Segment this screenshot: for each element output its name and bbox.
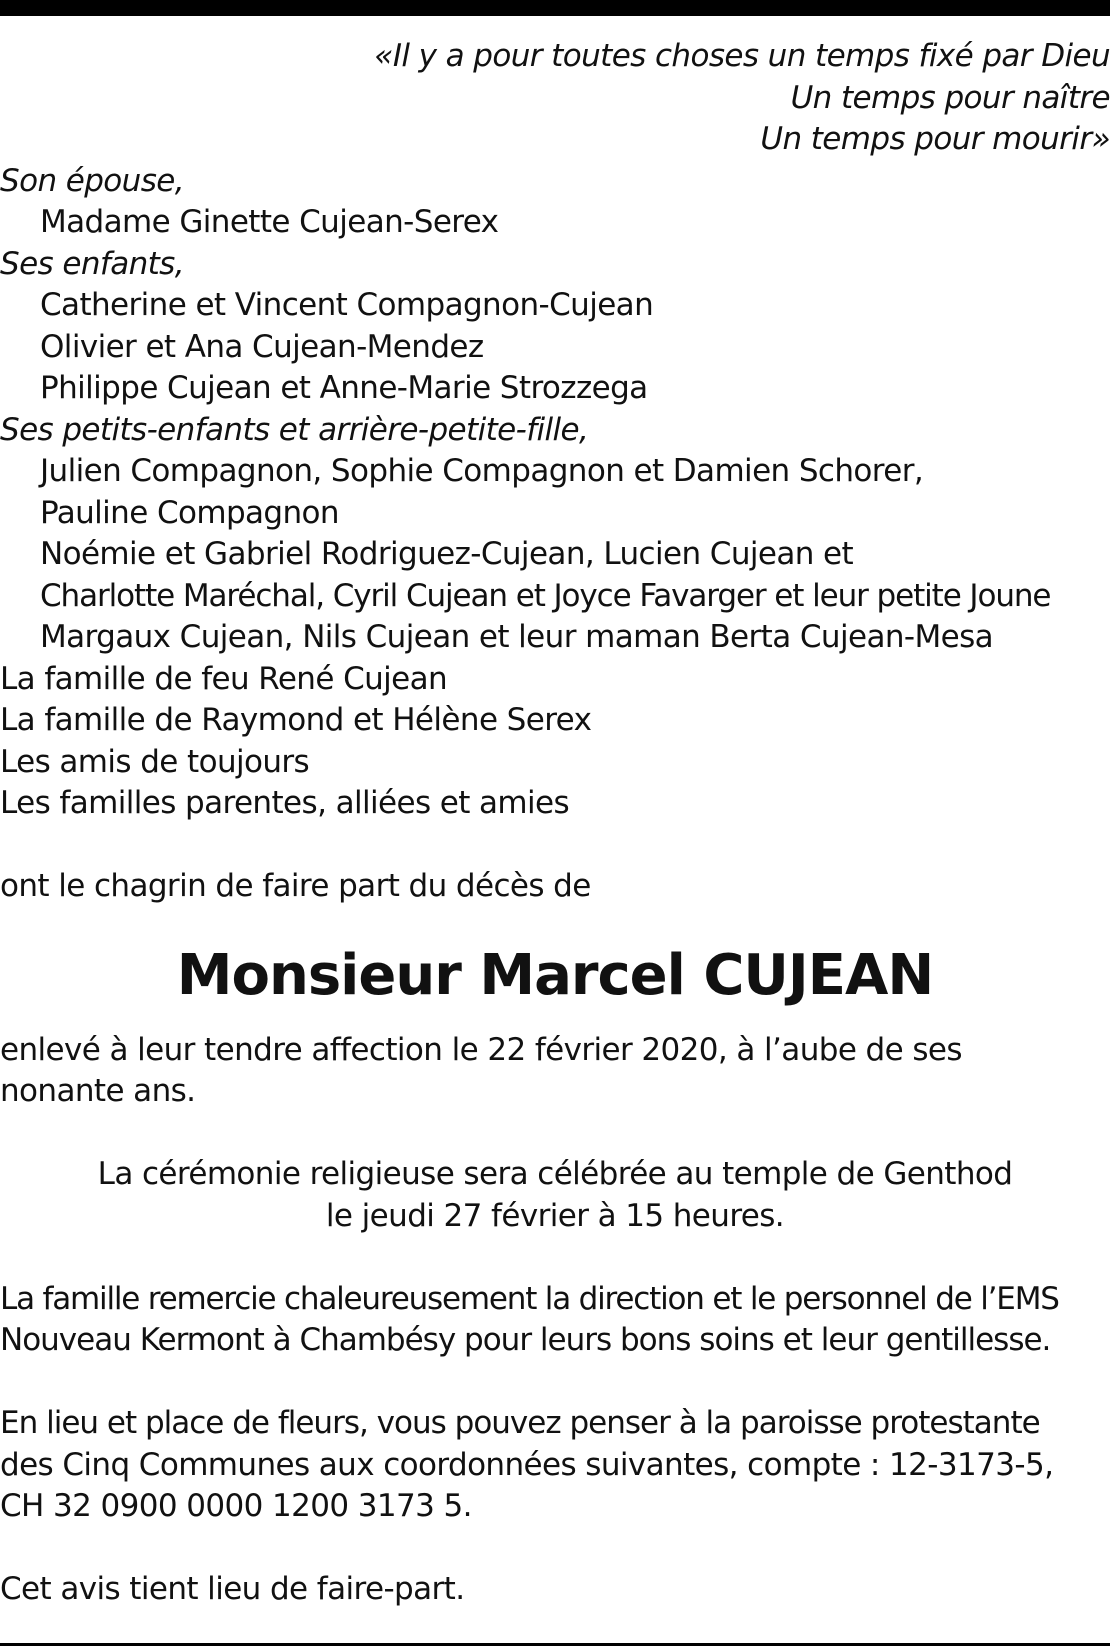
thanks-paragraph (0, 1279, 1110, 1362)
grandchild-entry: Margaux Cujean, Nils Cujean et leur maman Berta Cujean-Mesa (40, 619, 994, 655)
bottom-rule (0, 1643, 1110, 1646)
spacer (0, 825, 1110, 867)
children-heading: Ses enfants, (0, 245, 184, 282)
death-notice (0, 1030, 1110, 1113)
obituary-notice (0, 36, 1110, 1611)
top-rule (0, 0, 1110, 16)
ceremony-line: le jeudi 27 février à 15 heures. (325, 1197, 785, 1234)
closing-note: Cet avis tient lieu de faire-part. (0, 1571, 465, 1607)
donation-line: des Cinq Communes aux coordonnées suivantes, compte : 12-3173-5, (0, 1446, 1054, 1483)
thanks-line: Nouveau Kermont à Chambésy pour leurs bons soins et leur gentillesse. (0, 1322, 1051, 1358)
grandchild-entry: Noémie et Gabriel Rodriguez-Cujean, Lucien Cujean et (40, 536, 854, 572)
quote-line: «Il y a pour toutes choses un temps fixé par Dieu (374, 38, 1110, 74)
quote-line: Un temps pour naître (790, 79, 1110, 116)
spacer (0, 1113, 1110, 1155)
donation-line: CH 32 0900 0000 1200 3173 5. (0, 1488, 472, 1524)
spacer (0, 908, 1110, 936)
spacer (0, 1362, 1110, 1404)
child-entry: Philippe Cujean et Anne-Marie Strozzega (40, 370, 648, 406)
spacer (0, 1237, 1110, 1279)
other-family-entry: La famille de Raymond et Hélène Serex (0, 702, 592, 738)
announcement-text: ont le chagrin de faire part du décès de (0, 868, 591, 904)
spouse-name: Madame Ginette Cujean-Serex (40, 204, 499, 240)
child-entry: Olivier et Ana Cujean-Mendez (40, 328, 484, 365)
death-notice-line: nonante ans. (0, 1073, 196, 1109)
spouse-heading: Son épouse, (0, 162, 184, 199)
other-family-entry: Les familles parentes, alliées et amies (0, 785, 570, 821)
other-family-entry: Les amis de toujours (0, 743, 310, 780)
child-entry: Catherine et Vincent Compagnon-Cujean (40, 287, 654, 323)
family-list (0, 161, 1110, 825)
donation-line: En lieu et place de fleurs, vous pouvez penser à la paroisse protestante (0, 1405, 1040, 1441)
grandchild-entry: Julien Compagnon, Sophie Compagnon et Damien Schorer, (40, 453, 924, 489)
epigraph-quote (0, 36, 1110, 161)
grandchild-entry: Pauline Compagnon (40, 494, 339, 531)
grandchild-entry: Charlotte Maréchal, Cyril Cujean et Joyce Favarger et leur petite Joune (40, 577, 1051, 614)
donation-paragraph (0, 1403, 1110, 1528)
other-family-entry: La famille de feu René Cujean (0, 660, 448, 697)
deceased-name: Monsieur Marcel CUJEAN (176, 942, 934, 1008)
death-notice-line: enlevé à leur tendre affection le 22 février 2020, à l’aube de ses (0, 1031, 962, 1068)
ceremony-info (0, 1154, 1110, 1237)
quote-line: Un temps pour mourir» (760, 121, 1110, 157)
thanks-line: La famille remercie chaleureusement la direction et le personnel de l’EMS (0, 1280, 1059, 1317)
grandchildren-heading: Ses petits-enfants et arrière-petite-fille, (0, 411, 589, 448)
ceremony-line: La cérémonie religieuse sera célébrée au temple de Genthod (97, 1156, 1013, 1192)
spacer (0, 1016, 1110, 1030)
spacer (0, 1528, 1110, 1570)
